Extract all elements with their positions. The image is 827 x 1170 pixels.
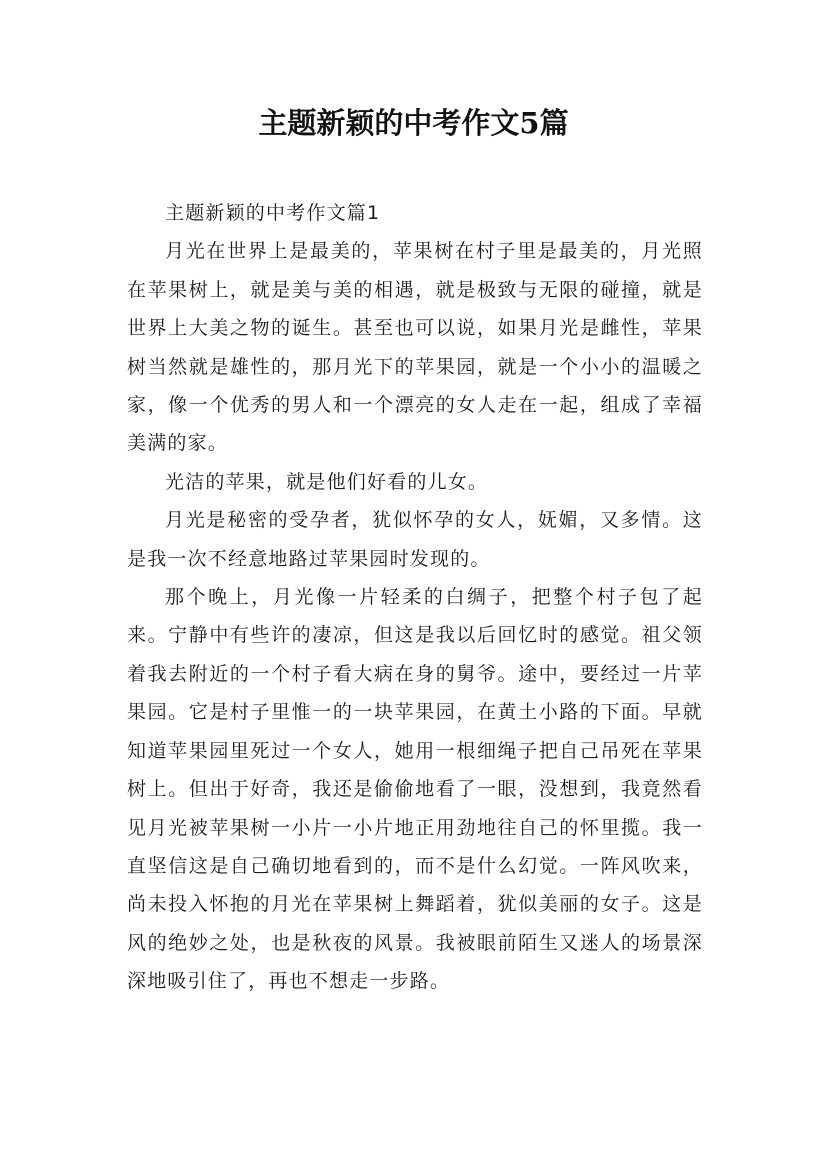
document-title: 主题新颖的中考作文5篇 [258,106,569,140]
paragraph: 那个晚上，月光像一片轻柔的白绸子，把整个村子包了起来。宁静中有些许的凄凉，但这是我以后回忆时的感觉。祖父领着我去附近的一个村子看大病在身的舅爷。途中，要经过一片苹果园。它是村子里惟一的一块苹果园，在黄土小路的下面。早就知道苹果园里死过一个女人，她用一根细绳子把自己吊死在苹果树上。但出于好奇，我还是偷偷地看了一眼，没想到，我竟然看见月光被苹果树一小片一小片地正用劲地往自己的怀里揽。我一直坚信这是自己确切地看到的，而不是什么幻觉。一阵风吹来，尚未投入怀抱的月光在苹果树上舞蹈着，犹似美丽的女子。这是风的绝妙之处，也是秋夜的风景。我被眼前陌生又迷人的场景深深地吸引住了，再也不想走一步路。 [127,586,703,993]
paragraph: 光洁的苹果，就是他们好看的儿女。 [165,470,489,493]
paragraph: 月光是秘密的受孕者，犹似怀孕的女人，妩媚，又多情。这是我一次不经意地路过苹果园时发现的。 [127,509,703,570]
paragraph: 月光在世界上是最美的，苹果树在村子里是最美的，月光照在苹果树上，就是美与美的相遇，就是极致与无限的碰撞，就是世界上大美之物的诞生。甚至也可以说，如果月光是雌性，苹果树当然就是雄性的，那月光下的苹果园，就是一个小小的温暖之家，像一个优秀的男人和一个漂亮的女人走在一起，组成了幸福美满的家。 [127,240,703,455]
section-heading: 主题新颖的中考作文篇1 [165,202,381,224]
document-body [127,194,703,1001]
